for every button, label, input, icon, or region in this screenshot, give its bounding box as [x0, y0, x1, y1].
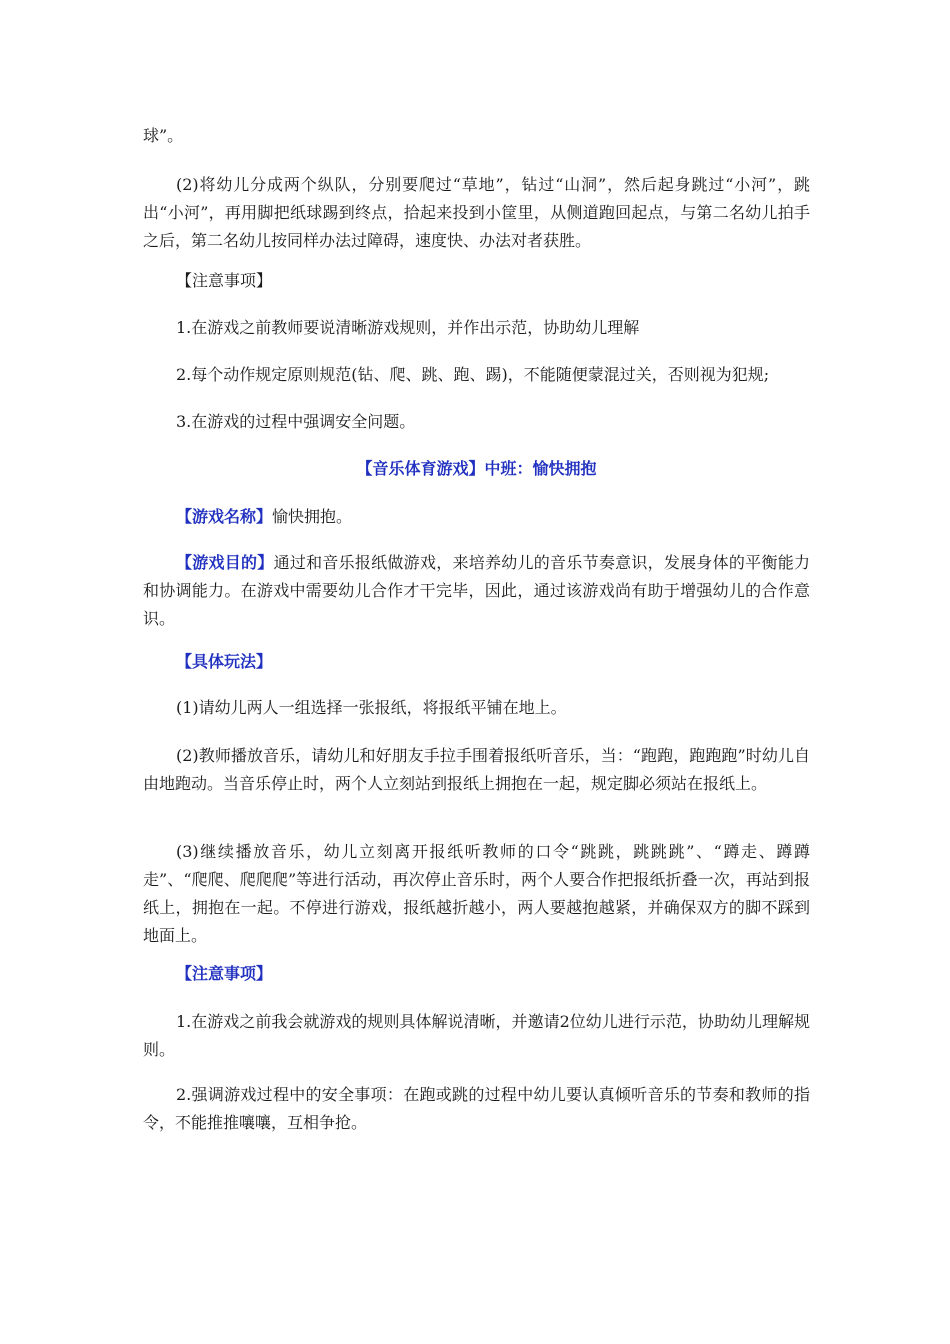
game-purpose-text: 通过和音乐报纸做游戏，来培养幼儿的音乐节奏意识，发展身体的平衡能力和协调能力。在游戏中需要幼儿合作才干完毕，因此，通过该游戏尚有助于增强幼儿的合作意识。 — [143, 553, 810, 628]
play-step-2: (2)教师播放音乐，请幼儿和好朋友手拉手围着报纸听音乐，当：“跑跑，跑跑跑”时幼儿自由地跑动。当音乐停止时，两个人立刻站到报纸上拥抱在一起，规定脚必须站在报纸上。 — [143, 746, 810, 793]
section-title: 【音乐体育游戏】中班：愉快拥抱 — [356, 459, 597, 478]
paragraph-ball-end: 球”。 — [143, 126, 184, 145]
paragraph-step2-obstacle: (2)将幼儿分成两个纵队，分别要爬过“草地”，钻过“山洞”，然后起身跳过“小河”，跳出“小河”，再用脚把纸球踢到终点，拾起来投到小筐里，从侧道跑回起点，与第二名幼儿拍手之后，第二名幼儿按同样办法过障碍，速度快、办法对者获胜。 — [143, 175, 810, 250]
game-name-text: 愉快拥抱。 — [272, 507, 353, 526]
play-method-heading: 【具体玩法】 — [176, 652, 273, 671]
notes2-item-1: 1.在游戏之前我会就游戏的规则具体解说清晰，并邀请2位幼儿进行示范，协助幼儿理解规则。 — [143, 1012, 810, 1059]
game-name-label: 【游戏名称】 — [176, 507, 273, 526]
play-step-1: (1)请幼儿两人一组选择一张报纸，将报纸平铺在地上。 — [176, 698, 567, 717]
game-purpose-label: 【游戏目的】 — [176, 553, 274, 572]
notes-heading: 【注意事项】 — [176, 271, 273, 290]
notes-item-2: 2.每个动作规定原则规范(钻、爬、跳、跑、踢)，不能随便蒙混过关，否则视为犯规; — [176, 365, 770, 384]
notes-item-3: 3.在游戏的过程中强调安全问题。 — [176, 412, 416, 431]
game-name-paragraph — [143, 503, 810, 531]
notes2-item-2: 2.强调游戏过程中的安全事项：在跑或跳的过程中幼儿要认真倾听音乐的节奏和教师的指令，不能推推嚷嚷，互相争抢。 — [143, 1085, 810, 1132]
play-step-3: (3)继续播放音乐，幼儿立刻离开报纸听教师的口令“跳跳，跳跳跳”、“蹲走、蹲蹲走”、“爬爬、爬爬爬”等进行活动，再次停止音乐时，两个人要合作把报纸折叠一次，再站到报纸上，拥抱在一起。不停进行游戏，报纸越折越小，两人要越抱越紧，并确保双方的脚不踩到地面上。 — [143, 842, 810, 945]
notes-item-1: 1.在游戏之前教师要说清晰游戏规则，并作出示范，协助幼儿理解 — [176, 318, 640, 337]
notes2-heading: 【注意事项】 — [176, 964, 273, 983]
game-purpose-paragraph — [143, 549, 810, 633]
